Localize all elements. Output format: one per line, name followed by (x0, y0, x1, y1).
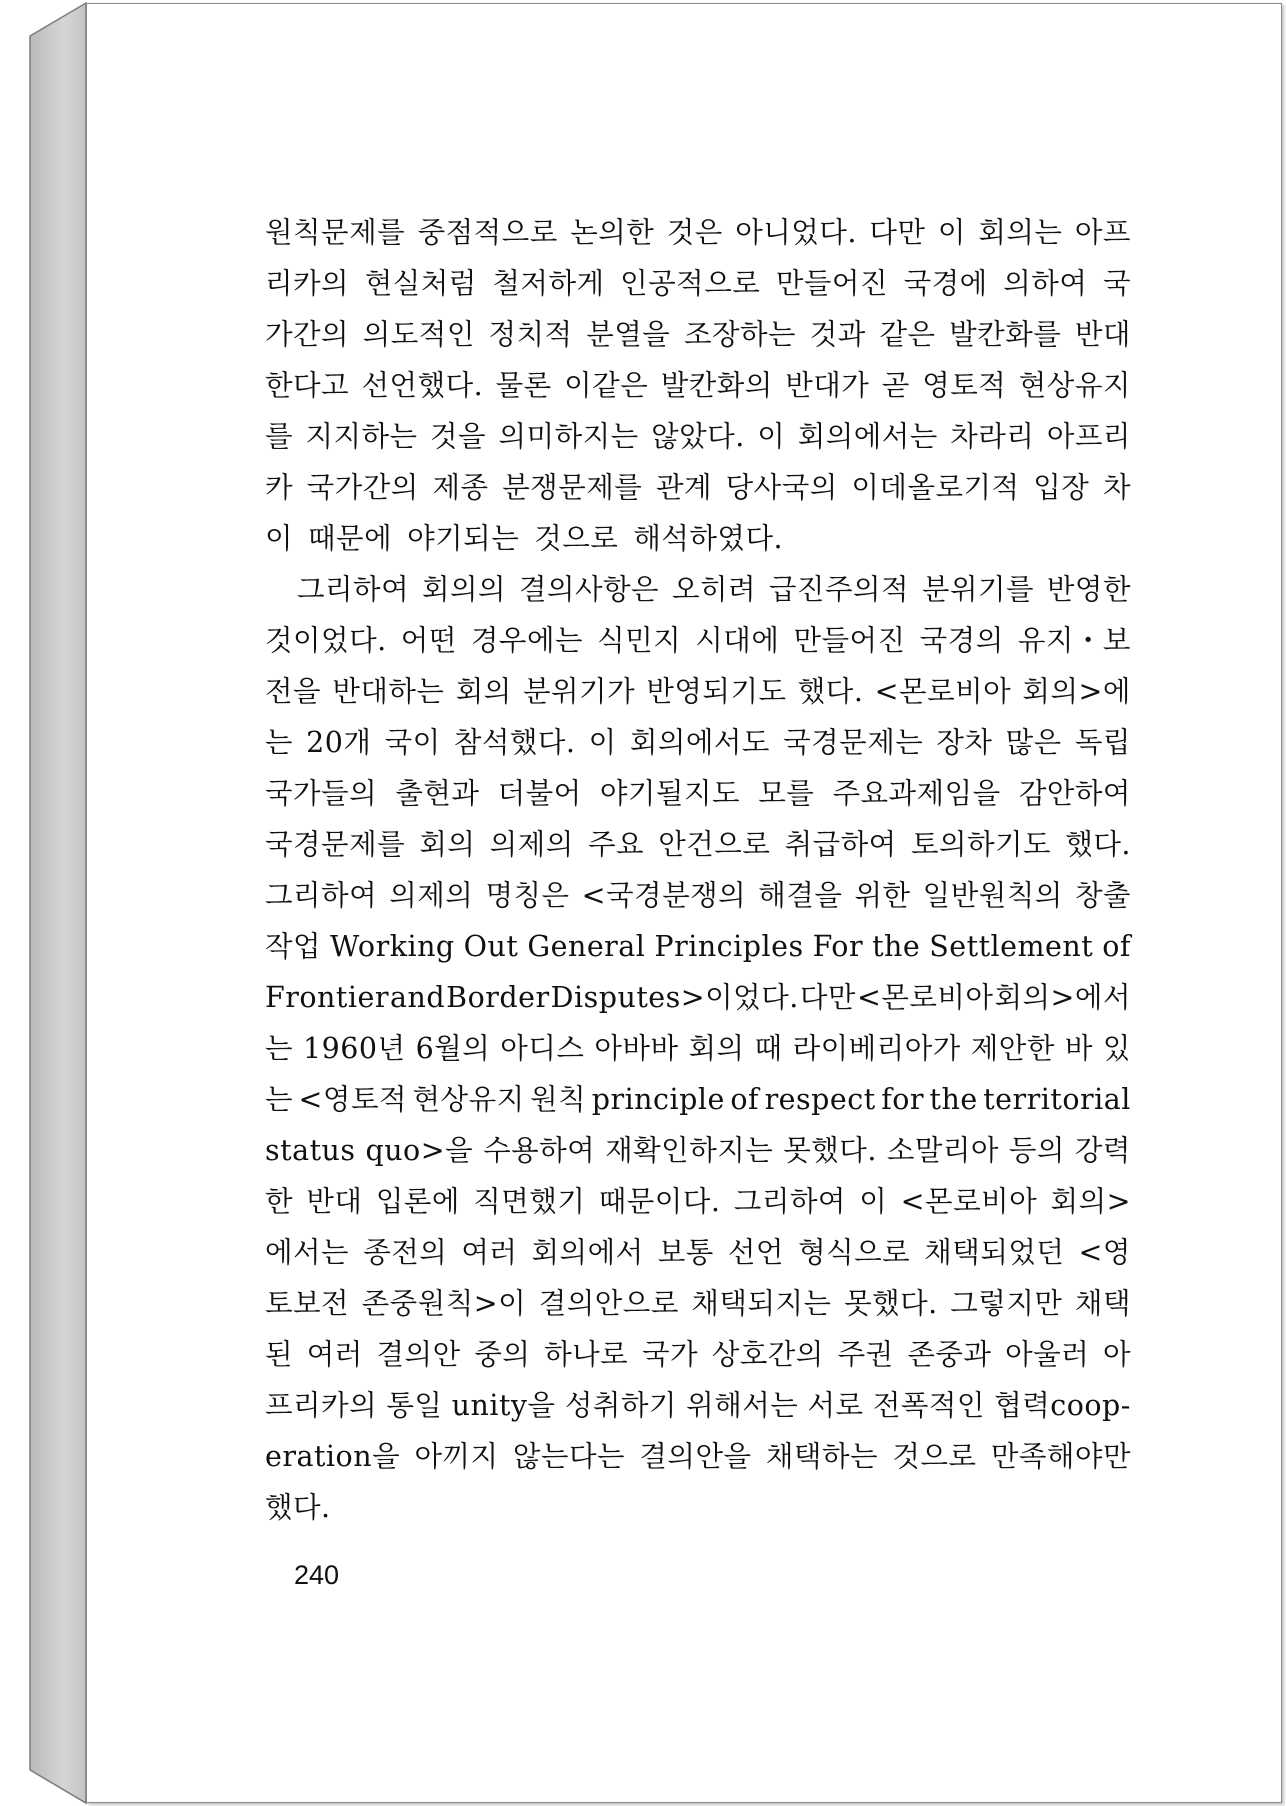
text-line: 작업 Working Out General Principles For the Settlement of (265, 930, 1131, 963)
text-line: 프리카의 통일 unity을 성취하기 위해서는 서로 전폭적인 협력coop- (265, 1389, 1131, 1422)
text-line: 는 1960년 6월의 아디스 아바바 회의 때 라이베리아가 제안한 바 있 (265, 1032, 1131, 1065)
text-line: status quo>을 수용하여 재확인하지는 못했다. 소말리아 등의 강력 (265, 1134, 1131, 1167)
text-line: eration을 아끼지 않는다는 결의안을 채택하는 것으로 만족해야만 (265, 1440, 1131, 1473)
text-line: 를 지지하는 것을 의미하지는 않았다. 이 회의에서는 차라리 아프리 (265, 420, 1131, 453)
text-line: 에서는 종전의 여러 회의에서 보통 선언 형식으로 채택되었던 <영 (265, 1236, 1131, 1269)
text-line: 원칙문제를 중점적으로 논의한 것은 아니었다. 다만 이 회의는 아프 (265, 216, 1131, 249)
text-line: 그리하여 회의의 결의사항은 오히려 급진주의적 분위기를 반영한 (297, 573, 1131, 606)
text-line: 가간의 의도적인 정치적 분열을 조장하는 것과 같은 발칸화를 반대 (265, 318, 1131, 351)
body-text (265, 210, 1131, 1536)
page-number: 240 (294, 1560, 340, 1590)
text-line: 리카의 현실처럼 철저하게 인공적으로 만들어진 국경에 의하여 국 (265, 267, 1131, 300)
text-line: 국가들의 출현과 더불어 야기될지도 모를 주요과제임을 감안하여 (265, 777, 1131, 810)
text-line: 는 20개 국이 참석했다. 이 회의에서도 국경문제는 장차 많은 독립 (265, 726, 1131, 759)
text-line: 된 여러 결의안 중의 하나로 국가 상호간의 주권 존중과 아울러 아 (265, 1338, 1131, 1371)
text-line: 한다고 선언했다. 물론 이같은 발칸화의 반대가 곧 영토적 현상유지 (265, 369, 1131, 402)
text-line: 카 국가간의 제종 분쟁문제를 관계 당사국의 이데올로기적 입장 차 (265, 471, 1131, 504)
text-line: 토보전 존중원칙>이 결의안으로 채택되지는 못했다. 그렇지만 채택 (265, 1287, 1131, 1320)
text-line: 국경문제를 회의 의제의 주요 안건으로 취급하여 토의하기도 했다. (265, 828, 1131, 861)
text-line: 한 반대 입론에 직면했기 때문이다. 그리하여 이 <몬로비아 회의> (265, 1185, 1131, 1218)
text-line: 것이었다. 어떤 경우에는 식민지 시대에 만들어진 국경의 유지・보 (265, 624, 1131, 657)
text-line: 이 때문에 야기되는 것으로 해석하였다. (265, 522, 784, 555)
text-line: 전을 반대하는 회의 분위기가 반영되기도 했다. <몬로비아 회의>에 (265, 675, 1131, 708)
text-line: Frontier and Border Disputes>이었다. 다만 <몬로비아 회의>에서 (265, 981, 1131, 1014)
text-line: 했다. (265, 1491, 331, 1524)
text-line: 는 <영토적 현상유지 원칙 principle of respect for the territorial (265, 1083, 1131, 1116)
text-line: 그리하여 의제의 명칭은 <국경분쟁의 해결을 위한 일반원칙의 창출 (265, 879, 1131, 912)
